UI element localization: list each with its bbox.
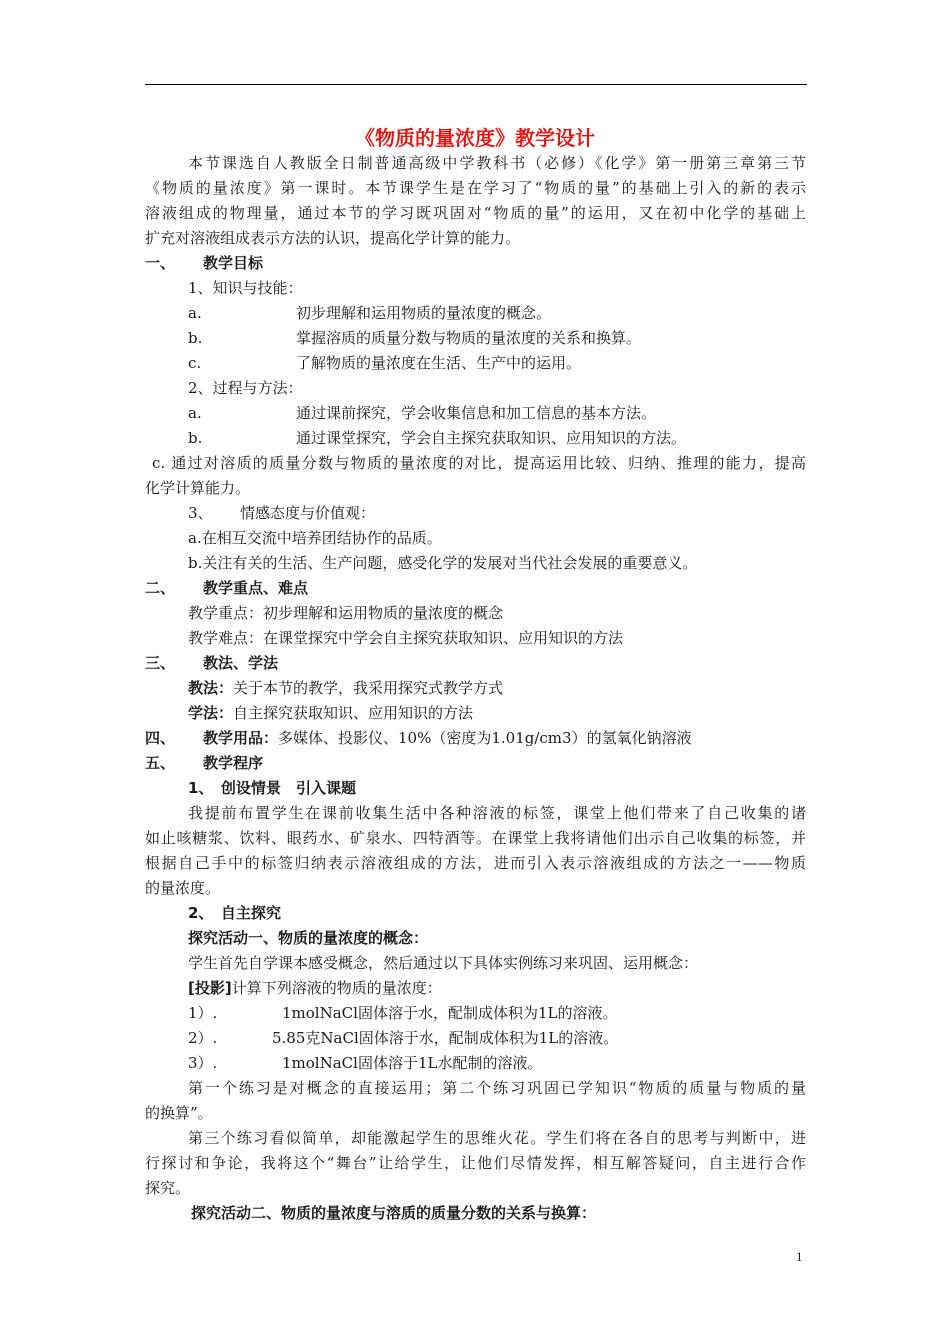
goal-1b-text: 掌握溶质的质量分数与物质的量浓度的关系和换算。 [296, 329, 642, 347]
goal-3-number: 3、 [188, 504, 213, 522]
analysis-1-line-2: 的换算”。 [145, 1104, 213, 1122]
analysis-1-line-1: 第一个练习是对概念的直接运用；第二个练习巩固已学知识“物质的质量与物质的量 [188, 1079, 806, 1097]
step-1-line-2: 如止咳糖浆、饮料、眼药水、矿泉水、四特酒等。在课堂上我将请他们出示自己收集的标签，并 [145, 829, 806, 847]
exercise-1-text: 1molNaCl固体溶于水，配制成体积为1L的溶液。 [282, 1004, 618, 1022]
goal-2c-line-1: c. 通过对溶质的质量分数与物质的量浓度的对比，提高运用比较、归纳、推理的能力，提高 [152, 454, 806, 472]
teaching-method-text: 关于本节的教学，我采用探究式教学方式 [233, 679, 504, 697]
exercise-2-text: 5.85克NaCl固体溶于水，配制成体积为1L的溶液。 [272, 1029, 619, 1047]
activity-2-heading: 探究活动二、物质的量浓度与溶质的质量分数的关系与换算： [191, 1204, 597, 1222]
section-1-title: 教学目标 [203, 254, 264, 272]
step-1-line-3: 根据自己手中的标签归纳表示溶液组成的方法，进而引入表示溶液组成的方法之一——物质 [145, 854, 806, 872]
section-5-title: 教学程序 [203, 754, 264, 772]
goal-2-heading: 2、过程与方法： [188, 379, 303, 397]
document-title: 《物质的量浓度》教学设计 [355, 126, 595, 150]
intro-line-1: 本节课选自人教版全日制普通高级中学教科书（必修）《化学》第一册第三章第三节 [188, 154, 806, 172]
goal-2a-text: 通过课前探究，学会收集信息和加工信息的基本方法。 [296, 404, 657, 422]
section-4-title: 教学用品： [203, 729, 279, 747]
exercise-3-text: 1molNaCl固体溶于1L水配制的溶液。 [282, 1054, 543, 1072]
header-rule [145, 84, 807, 85]
goal-2b-marker: b. [188, 429, 203, 447]
step-2-heading: 2、 自主探究 [188, 904, 281, 922]
key-point-text: 教学重点：初步理解和运用物质的量浓度的概念 [188, 604, 504, 622]
exercise-1-marker: 1）. [188, 1004, 218, 1022]
goal-1a-text: 初步理解和运用物质的量浓度的概念。 [296, 304, 552, 322]
goal-1a-marker: a. [188, 304, 202, 322]
activity-1-heading: 探究活动一、物质的量浓度的概念： [188, 929, 429, 947]
goal-2a-marker: a. [188, 404, 202, 422]
section-2-number: 二、 [145, 579, 176, 597]
section-1-number: 一、 [145, 254, 176, 272]
goal-1b-marker: b. [188, 329, 203, 347]
section-5-number: 五、 [145, 754, 176, 772]
exercise-2-marker: 2）. [188, 1029, 218, 1047]
section-4-number: 四、 [145, 729, 176, 747]
exercise-3-marker: 3）. [188, 1054, 218, 1072]
learning-method-label: 学法： [188, 704, 234, 722]
goal-3a-text: a.在相互交流中培养团结协作的品质。 [188, 529, 442, 547]
step-1-line-4: 的量浓度。 [145, 879, 221, 897]
projection-label: [投影] [188, 979, 232, 997]
goal-1c-text: 了解物质的量浓度在生活、生产中的运用。 [296, 354, 582, 372]
teaching-method-label: 教法： [188, 679, 234, 697]
intro-line-4: 扩充对溶液组成表示方法的认识，提高化学计算的能力。 [145, 229, 521, 247]
goal-1c-marker: c. [188, 354, 202, 372]
goal-3b-text: b.关注有关的生活、生产问题，感受化学的发展对当代社会发展的重要意义。 [188, 554, 698, 572]
step-1-heading: 1、 创设情景 引入课题 [188, 779, 356, 797]
activity-1-intro: 学生首先自学课本感受概念，然后通过以下具体实例练习来巩固、运用概念： [188, 954, 699, 972]
section-2-title: 教学重点、难点 [203, 579, 309, 597]
teaching-method-line [188, 678, 503, 698]
goal-3-heading: 情感态度与价值观： [240, 504, 376, 522]
section-4-text: 多媒体、投影仪、10%（密度为1.01g/cm3）的氢氧化钠溶液 [278, 729, 692, 747]
difficult-point-text: 教学难点：在课堂探究中学会自主探究获取知识、应用知识的方法 [188, 629, 624, 647]
intro-line-2: 《物质的量浓度》第一课时。本节课学生是在学习了“物质的量”的基础上引入的新的表示 [145, 179, 806, 197]
learning-method-text: 自主探究获取知识、应用知识的方法 [233, 704, 474, 722]
section-3-title: 教法、学法 [203, 654, 279, 672]
section-3-number: 三、 [145, 654, 176, 672]
page-number: 1 [796, 1249, 803, 1264]
projection-line [188, 978, 442, 998]
intro-line-3: 溶液组成的物理量，通过本节的学习既巩固对“物质的量”的运用，又在初中化学的基础上 [145, 204, 806, 222]
analysis-2-line-2: 行探讨和争论，我将这个“舞台”让给学生，让他们尽情发挥，相互解答疑问，自主进行合作 [145, 1154, 806, 1172]
goal-1-heading: 1、知识与技能： [188, 279, 303, 297]
analysis-2-line-3: 探究。 [145, 1179, 191, 1197]
projection-text: 计算下列溶液的物质的量浓度： [231, 979, 442, 997]
goal-2b-text: 通过课堂探究，学会自主探究获取知识、应用知识的方法。 [296, 429, 687, 447]
goal-2c-line-2: 化学计算能力。 [145, 479, 251, 497]
analysis-2-line-1: 第三个练习看似简单，却能激起学生的思维火花。学生们将在各自的思考与判断中，进 [188, 1129, 806, 1147]
section-4-line [203, 728, 692, 748]
learning-method-line [188, 703, 473, 723]
step-1-line-1: 我提前布置学生在课前收集生活中各种溶液的标签，课堂上他们带来了自己收集的诸 [188, 804, 806, 822]
